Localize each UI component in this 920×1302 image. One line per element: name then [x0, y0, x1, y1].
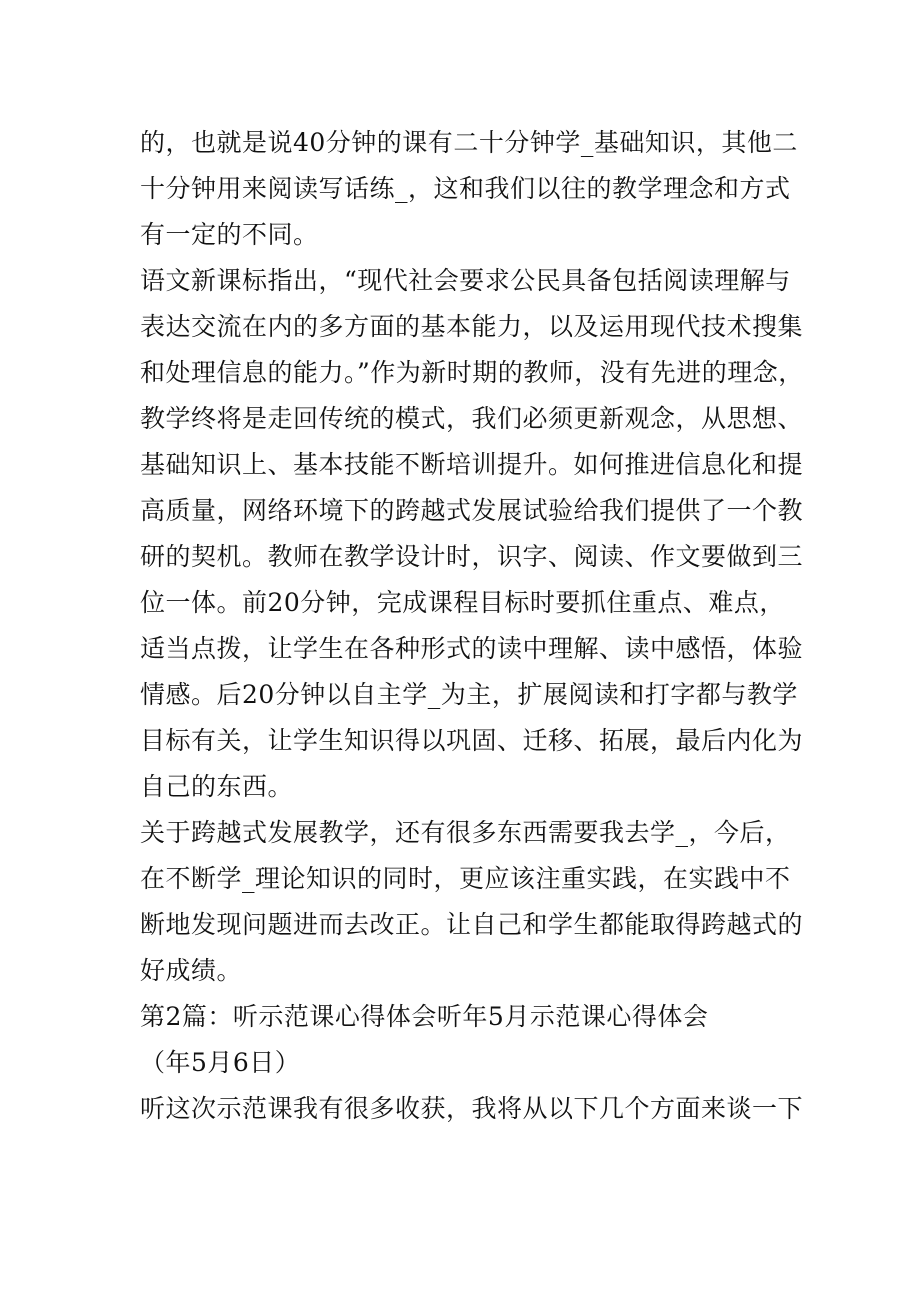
- text-line: 目标有关，让学生知识得以巩固、迁移、拓展，最后内化为: [140, 726, 804, 755]
- text-line: 十分钟用来阅读写话练_，这和我们以往的教学理念和方式: [140, 174, 791, 203]
- text-line: 情感。后20分钟以自主学_为主，扩展阅读和打字都与教学: [140, 680, 798, 709]
- text-line: 在不断学_理论知识的同时，更应该注重实践，在实践中不: [140, 864, 791, 893]
- text-line: 有一定的不同。: [140, 220, 319, 249]
- text-line: 表达交流在内的多方面的基本能力，以及运用现代技术搜集: [140, 312, 804, 341]
- section-date: （年5月6日）: [140, 1048, 301, 1077]
- text-line: 研的契机。教师在教学设计时，识字、阅读、作文要做到三: [140, 542, 804, 571]
- text-line: 好成绩。: [140, 956, 243, 985]
- text-line: 关于跨越式发展教学，还有很多东西需要我去学_，今后，: [140, 818, 791, 847]
- text-line: 断地发现问题进而去改正。让自己和学生都能取得跨越式的: [140, 910, 804, 939]
- document-body: [140, 120, 804, 1132]
- text-line: 高质量，网络环境下的跨越式发展试验给我们提供了一个教: [140, 496, 804, 525]
- text-line: 的，也就是说40分钟的课有二十分钟学_基础知识，其他二: [140, 128, 798, 157]
- text-line: 自己的东西。: [140, 772, 294, 801]
- text-line: 语文新课标指出，“现代社会要求公民具备包括阅读理解与: [140, 266, 791, 295]
- section-heading: 第2篇：听示范课心得体会听年5月示范课心得体会: [140, 1002, 709, 1031]
- text-line: 听这次示范课我有很多收获，我将从以下几个方面来谈一下: [140, 1094, 804, 1123]
- text-line: 教学终将是走回传统的模式，我们必须更新观念，从思想、: [140, 404, 804, 433]
- text-line: 和处理信息的能力。”作为新时期的教师，没有先进的理念，: [140, 358, 804, 387]
- text-line: 适当点拨，让学生在各种形式的读中理解、读中感悟，体验: [140, 634, 804, 663]
- text-line: 位一体。前20分钟，完成课程目标时要抓住重点、难点，: [140, 588, 785, 617]
- text-line: 基础知识上、基本技能不断培训提升。如何推进信息化和提: [140, 450, 804, 479]
